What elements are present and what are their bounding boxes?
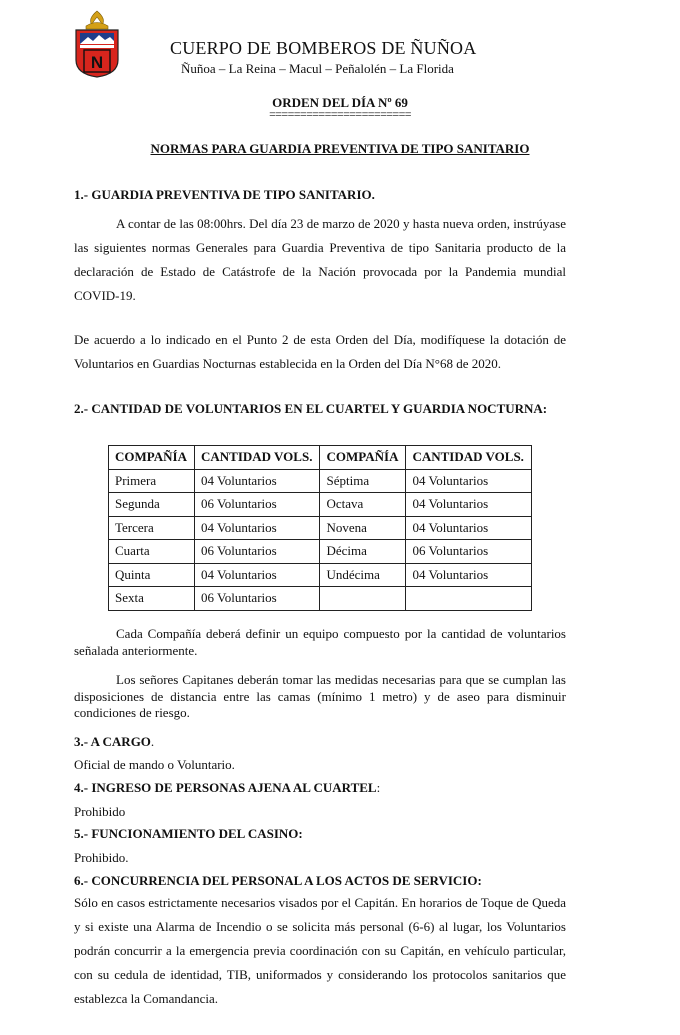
section-1-heading: 1.- GUARDIA PREVENTIVA DE TIPO SANITARIO. <box>74 187 375 202</box>
table-row <box>109 516 532 540</box>
order-title: ORDEN DEL DÍA Nº 69 <box>272 95 408 110</box>
table-header-row <box>109 446 532 470</box>
section-4-text: Prohibido <box>74 804 126 819</box>
table-cell: 04 Voluntarios <box>406 469 532 493</box>
table-row <box>109 540 532 564</box>
table-row <box>109 469 532 493</box>
section-4-heading-text: 4.- INGRESO DE PERSONAS AJENA AL CUARTEL <box>74 780 377 795</box>
section-4-heading <box>74 780 380 796</box>
volunteers-table <box>108 445 532 611</box>
section-1-paragraph-2: De acuerdo a lo indicado en el Punto 2 de esta Orden del Día, modifíquese la dotación de Voluntarios en Guardias Nocturnas establecida en la Orden del Día N°68 de 2020. <box>74 332 566 371</box>
table-cell: Octava <box>320 493 406 517</box>
fire-department-logo <box>74 10 120 78</box>
table-row <box>109 563 532 587</box>
section-3-heading-punct: . <box>150 734 155 749</box>
table-cell: Segunda <box>109 493 195 517</box>
section-6-text: Sólo en casos estrictamente necesarios visados por el Capitán. En horarios de Toque de Queda y si existe una Alarma de Incendio o se solicita más personal (6-6) al lugar, los Voluntarios podrán concurrir a la emergencia previa coordinación con su Capitán, en vehículo particular, con su cedula de identidad, TIB, uniformados y considerando los protocolos sanitarios que establezca la Comandancia. <box>74 895 566 1006</box>
section-5-heading: 5.- FUNCIONAMIENTO DEL CASINO: <box>74 826 303 841</box>
table-cell: 06 Voluntarios <box>194 587 320 611</box>
table-cell: 06 Voluntarios <box>194 493 320 517</box>
section-2-heading: 2.- CANTIDAD DE VOLUNTARIOS EN EL CUARTEL Y GUARDIA NOCTURNA: <box>74 401 548 416</box>
document-main-title: NORMAS PARA GUARDIA PREVENTIVA DE TIPO SANITARIO <box>150 141 530 156</box>
column-header: COMPAÑÍA <box>109 446 195 470</box>
table-cell: Tercera <box>109 516 195 540</box>
table-row <box>109 493 532 517</box>
section-2-paragraph-2: Los señores Capitanes deberán tomar las medidas necesarias para que se cumplan las disposiciones de distancia entre las camas (mínimo 1 metro) y de aseo para disminuir condiciones de riesgo. <box>74 672 566 720</box>
section-5-text: Prohibido. <box>74 850 129 865</box>
table-cell: 04 Voluntarios <box>406 563 532 587</box>
table-cell: Undécima <box>320 563 406 587</box>
table-cell: Cuarta <box>109 540 195 564</box>
column-header: COMPAÑÍA <box>320 446 406 470</box>
logo-letter: N <box>90 53 104 72</box>
table-cell: 04 Voluntarios <box>406 493 532 517</box>
table-cell <box>320 587 406 611</box>
table-row <box>109 587 532 611</box>
section-1-paragraph-1: A contar de las 08:00hrs. Del día 23 de marzo de 2020 y hasta nueva orden, instrúyase las siguientes normas Generales para Guardia Preventiva de tipo Sanitaria producto de la declaración de Estado de Catástrofe de la Nación provocada por la Pandemia mundial COVID-19. <box>74 216 566 303</box>
section-3-heading <box>74 734 154 750</box>
order-title-rule: ======================= <box>269 107 411 121</box>
section-6-heading: 6.- CONCURRENCIA DEL PERSONAL A LOS ACTOS DE SERVICIO: <box>74 873 482 888</box>
section-4-heading-punct: : <box>376 780 381 795</box>
table-cell: Sexta <box>109 587 195 611</box>
table-cell <box>406 587 532 611</box>
organization-subtitle: Ñuñoa – La Reina – Macul – Peñalolén – La Florida <box>181 61 454 76</box>
table-cell: 04 Voluntarios <box>194 469 320 493</box>
section-2-paragraph-1: Cada Compañía deberá definir un equipo compuesto por la cantidad de voluntarios señalada anteriormente. <box>74 626 566 658</box>
table-cell: 06 Voluntarios <box>194 540 320 564</box>
table-cell: Quinta <box>109 563 195 587</box>
table-cell: 04 Voluntarios <box>194 516 320 540</box>
section-3-text: Oficial de mando o Voluntario. <box>74 757 235 772</box>
table-cell: 06 Voluntarios <box>406 540 532 564</box>
table-cell: Primera <box>109 469 195 493</box>
table-cell: 04 Voluntarios <box>194 563 320 587</box>
column-header: CANTIDAD VOLS. <box>406 446 532 470</box>
table-cell: 04 Voluntarios <box>406 516 532 540</box>
section-3-heading-text: 3.- A CARGO <box>74 734 151 749</box>
table-cell: Décima <box>320 540 406 564</box>
organization-name: CUERPO DE BOMBEROS DE ÑUÑOA <box>170 38 477 58</box>
column-header: CANTIDAD VOLS. <box>194 446 320 470</box>
table-cell: Novena <box>320 516 406 540</box>
table-cell: Séptima <box>320 469 406 493</box>
